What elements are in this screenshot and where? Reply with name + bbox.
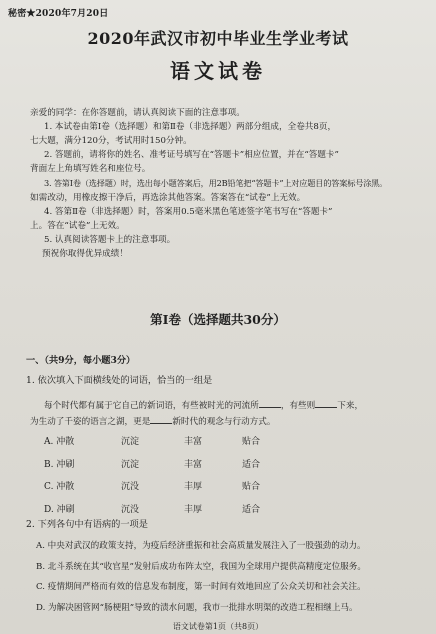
option-word: 丰富 [184,437,203,447]
question-2-option: A. 中央对武汉的政策支持，为疫后经济重振和社会高质量发展注入了一股强劲的动力。 [36,541,366,551]
option-letter-word: B. 冲刷 [44,459,75,470]
option-word: 丰富 [184,459,203,470]
option-word: 沉没 [121,504,140,515]
answer-blank [259,398,281,408]
question-2-option: B. 北斗系统在其“收官星”发射后成功布阵太空，我国为全球用户提供高精度定位服务。 [36,561,366,572]
notice-item-4-cont: 上。答在“试卷”上无效。 [30,220,125,231]
notice-item-5: 5. 认真阅读答题卡上的注意事项。 [44,234,176,245]
passage-text: 每个时代都有属于它自己的新词语，有些被时光的河流所 [44,401,259,411]
question-1-stem: 1. 依次填入下面横线处的词语，恰当的一组是 [26,375,213,386]
question-1-passage [30,398,420,430]
exam-notice [30,106,410,261]
option-word: 适合 [242,504,261,515]
question-2-option: C. 疫情期间严格而有效的信息发布制度，第一时间有效地回应了公众关切和社会关注。 [36,582,366,592]
page-footer: 语文试卷第1页（共8页） [172,622,264,631]
passage-line-2 [30,414,420,430]
section-title: 第Ⅰ卷（选择题共30分） [150,312,286,327]
question-2-option: D. 为解决困管网“肠梗阻”导致的渍水问题，我市一批排水明渠的改造工程相继上马。 [36,602,358,613]
option-word: 适合 [242,459,261,470]
answer-blank [315,398,337,408]
part-heading: 一、（共9分，每小题3分） [26,355,136,366]
option-letter-word: D. 冲刷 [44,504,75,515]
option-word: 贴合 [242,437,261,447]
option-word: 沉淀 [121,437,140,447]
passage-line-1 [30,398,420,414]
option-letter-word: C. 冲散 [44,482,75,492]
notice-item-3-cont: 如需改动，用橡皮擦干净后，再选涂其他答案。答案答在“试卷”上无效。 [30,192,306,203]
exam-title: 2020年武汉市初中毕业生学业考试 [87,29,349,48]
answer-blank [150,414,172,424]
question-2-stem: 2. 下列各句中有语病的一项是 [26,519,148,530]
passage-text: 新时代的观念与行动方式。 [172,417,276,427]
option-word: 丰厚 [184,504,203,515]
option-word: 沉淀 [121,459,140,470]
notice-closing: 预祝你取得优异成绩！ [42,248,128,259]
notice-item-1-cont: 七大题，满分120分，考试用时150分钟。 [30,136,192,147]
subject-title: 语文试卷 [170,59,266,83]
option-letter-word: A. 冲散 [44,437,75,447]
passage-text: ，有些则 [280,401,316,411]
notice-item-2: 2. 答题前，请将你的姓名、准考证号填写在“答题卡”相应位置，并在“答题卡” [44,150,339,161]
passage-text: 为生动了千姿的语言之湖，更是 [30,417,151,427]
secret-date-label: 秘密★2020年7月20日 [8,9,109,19]
option-word: 沉没 [121,482,140,492]
notice-item-3: 3. 答第Ⅰ卷（选择题）时，选出每小题答案后，用2B铅笔把“答题卡”上对应题目的答案标号涂黑。 [44,178,388,189]
option-word: 丰厚 [184,482,203,492]
notice-item-1: 1. 本试卷由第Ⅰ卷（选择题）和第Ⅱ卷（非选择题）两部分组成，全卷共8页， [44,122,337,133]
option-word: 贴合 [242,482,261,492]
notice-item-2-cont: 背面左上角填写姓名和座位号。 [30,164,151,175]
passage-text: 下来， [337,401,364,411]
notice-greeting: 亲爱的同学：在你答题前，请认真阅读下面的注意事项。 [30,108,245,118]
question-2-options [36,536,428,618]
notice-item-4: 4. 答第Ⅱ卷（非选择题）时，答案用0.5毫米黑色笔迹签字笔书写在“答题卡” [44,206,333,217]
